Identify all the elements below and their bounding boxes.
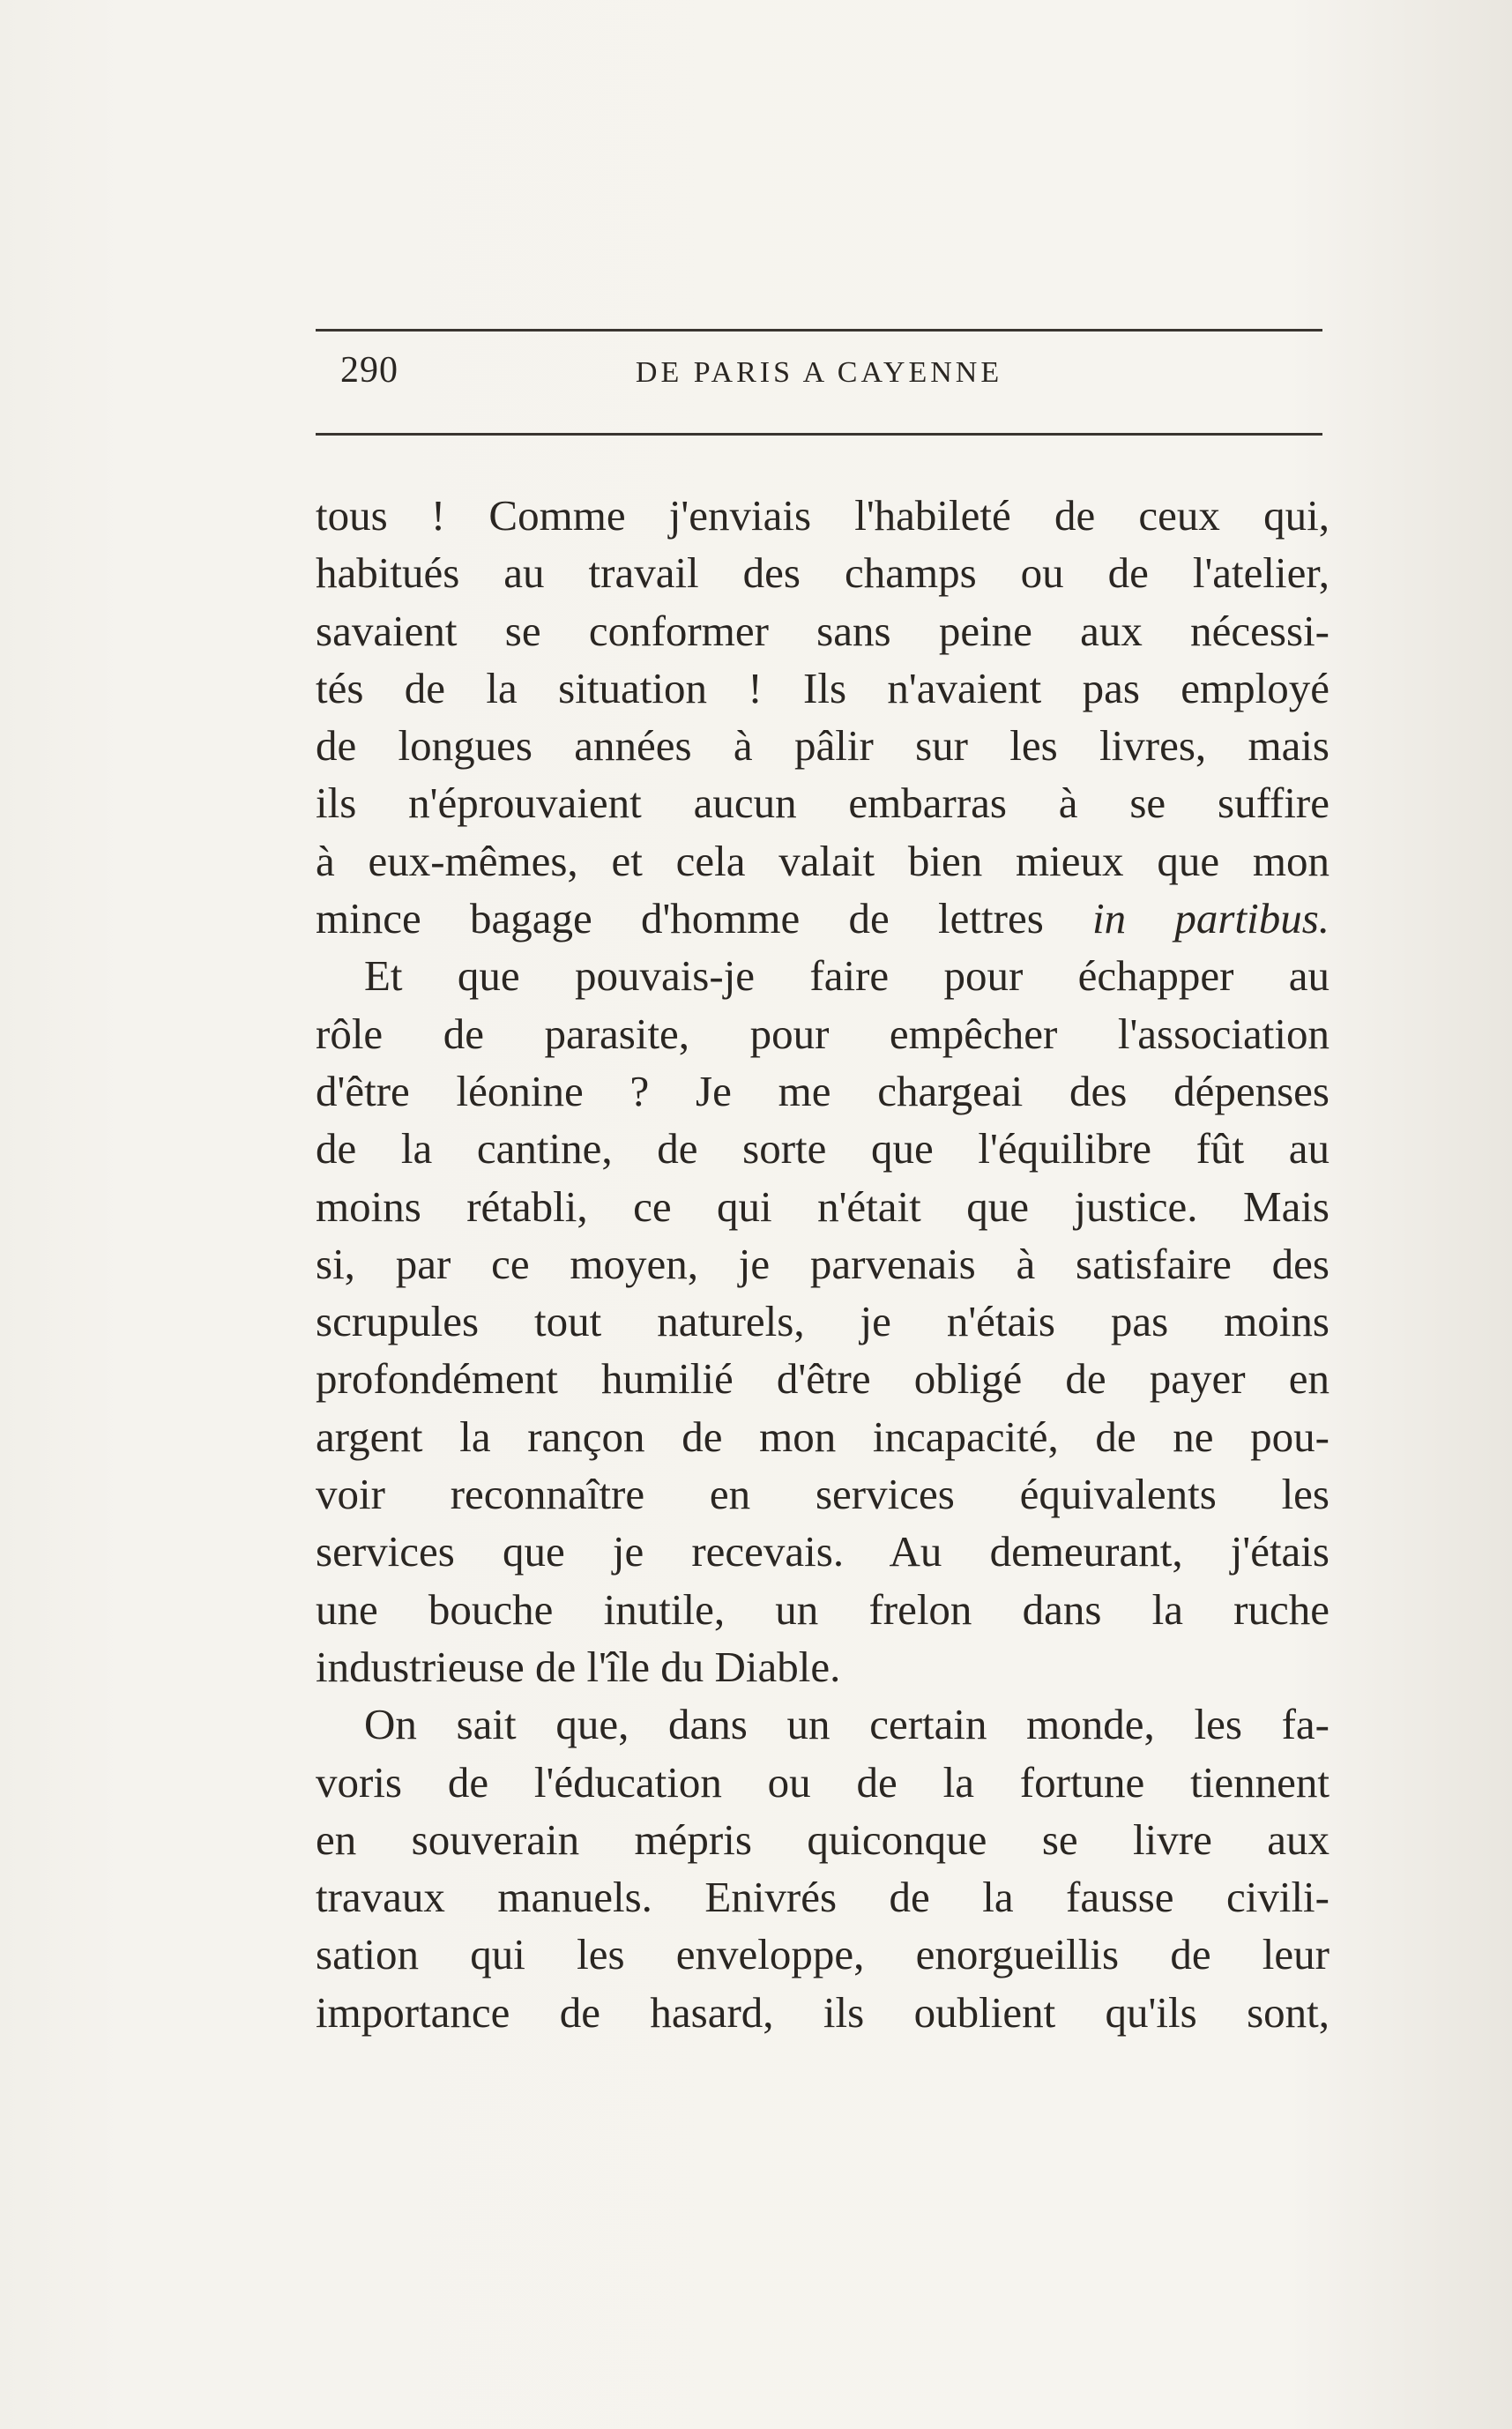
italic-phrase: in partibus. [1092,894,1330,943]
text-line: scrupules tout naturels, je n'étais pas moins [316,1297,1330,1346]
text-line: habitués au travail des champs ou de l'atelier, [316,548,1330,598]
text-line: de la cantine, de sorte que l'équilibre fût au [316,1124,1330,1174]
text-line: une bouche inutile, un frelon dans la ruche [316,1584,1330,1634]
text-line: à eux-mêmes, et cela valait bien mieux que mon [316,836,1330,885]
text-line: importance de hasard, ils oublient qu'ils sont, [316,1987,1330,2037]
text-line: tous ! Comme j'enviais l'habileté de ceux qui, [316,491,1330,540]
text-line: savaient se conformer sans peine aux nécessi- [316,606,1330,655]
text-line: profondément humilié d'être obligé de payer en [316,1354,1330,1404]
text-line: travaux manuels. Enivrés de la fausse civili- [316,1873,1330,1922]
text-line: ils n'éprouvaient aucun embarras à se suffire [316,779,1330,828]
text-line: voir reconnaître en services équivalents les [316,1470,1330,1519]
running-head: DE PARIS A CAYENNE [635,356,1003,389]
text-line: rôle de parasite, pour empêcher l'association [316,1009,1330,1058]
text-line: tés de la situation ! Ils n'avaient pas employé [316,663,1330,712]
paragraph-start-line: On sait que, dans un certain monde, les fa- [364,1700,1330,1749]
page-number: 290 [340,350,398,391]
text-line: d'être léonine ? Je me chargeai des dépenses [316,1066,1330,1115]
paragraph-end-line: industrieuse de l'île du Diable. [316,1642,841,1691]
page-header [316,349,1322,411]
body-text [316,487,1330,2041]
text-line: voris de l'éducation ou de la fortune tiennent [316,1757,1330,1807]
text-line-roman-part: mince bagage d'homme de lettres [316,894,1044,943]
text-line: si, par ce moyen, je parvenais à satisfaire des [316,1239,1330,1288]
text-line: de longues années à pâlir sur les livres, mais [316,721,1330,771]
text-line-with-italic [316,890,1330,947]
text-line: en souverain mépris quiconque se livre aux [316,1814,1330,1864]
header-bottom-rule [316,433,1322,436]
header-top-rule [316,329,1322,332]
paragraph-start-line: Et que pouvais-je faire pour échapper au [364,951,1330,1001]
text-line: moins rétabli, ce qui n'était que justice. Mais [316,1181,1330,1231]
text-line: argent la rançon de mon incapacité, de ne pou- [316,1412,1330,1461]
text-line: services que je recevais. Au demeurant, j'étais [316,1527,1330,1576]
text-line: sation qui les enveloppe, enorgueillis de leur [316,1930,1330,1979]
